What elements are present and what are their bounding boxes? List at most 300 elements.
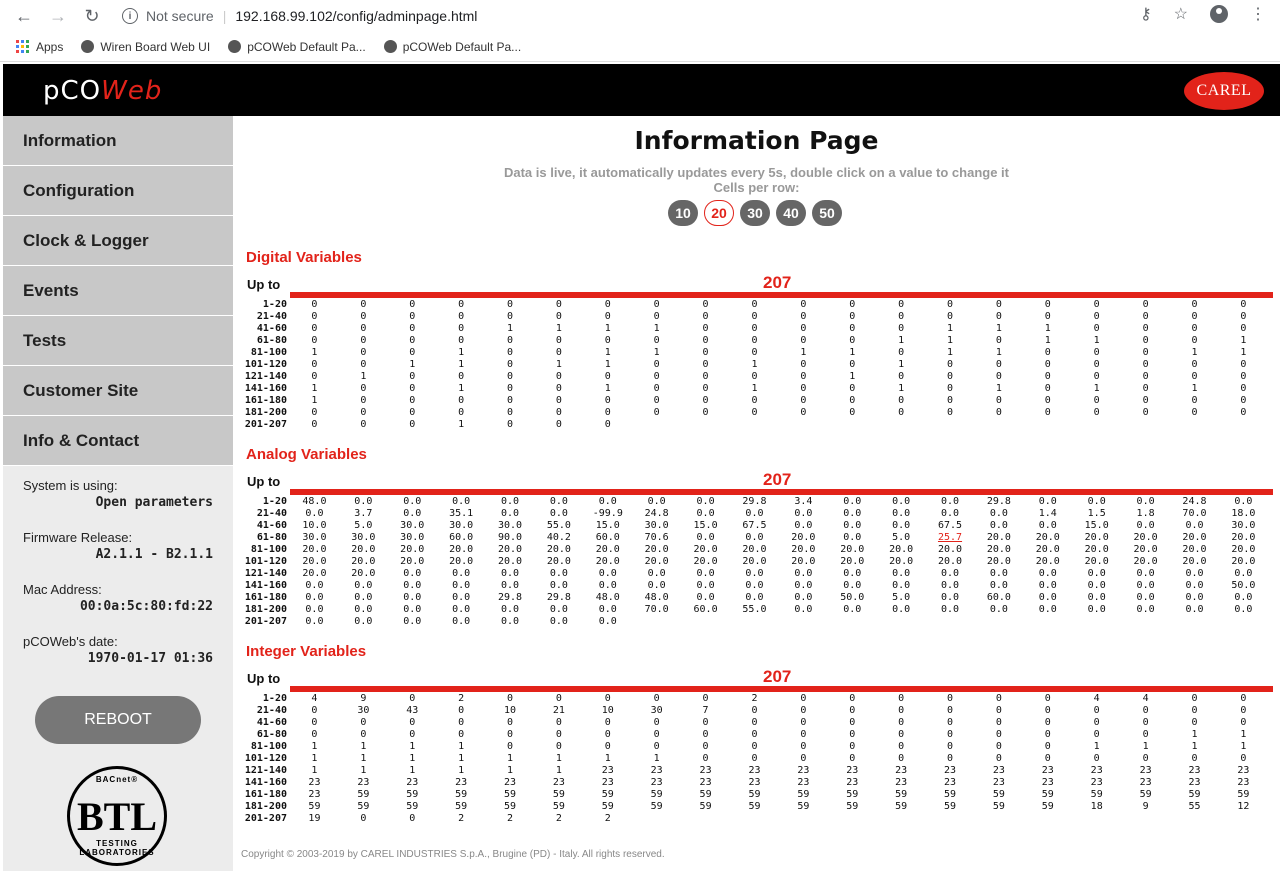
variable-value[interactable]: 0 — [458, 717, 465, 728]
variable-value[interactable]: 0 — [1240, 359, 1247, 370]
sidebar-item-clock-logger[interactable]: Clock & Logger — [3, 216, 233, 266]
variable-value[interactable]: 20.0 — [742, 544, 767, 555]
variable-value[interactable]: 0.0 — [989, 508, 1008, 519]
variable-value[interactable]: 0 — [1142, 323, 1149, 334]
variable-value[interactable]: 0.0 — [500, 508, 520, 519]
variable-value[interactable]: 0 — [506, 335, 514, 346]
variable-value[interactable]: 1 — [360, 765, 367, 776]
variable-value[interactable]: 0.0 — [647, 580, 666, 591]
variable-value[interactable]: 1.5 — [1087, 508, 1106, 519]
variable-value[interactable]: 0 — [1044, 729, 1051, 740]
variable-value[interactable]: 0 — [849, 323, 856, 334]
variable-value[interactable]: 0 — [604, 729, 611, 740]
variable-value[interactable]: 1 — [1044, 323, 1051, 334]
variable-value[interactable]: 0 — [1142, 383, 1149, 394]
variable-value[interactable]: 0.0 — [598, 568, 617, 579]
variable-value[interactable]: 0.0 — [452, 568, 471, 579]
variable-value[interactable]: 0.0 — [549, 508, 568, 519]
reload-icon[interactable]: ↻ — [84, 5, 100, 26]
variable-value[interactable]: 0 — [1093, 729, 1100, 740]
variable-value[interactable]: 23 — [1139, 777, 1152, 788]
variable-value[interactable]: 0.0 — [989, 604, 1008, 615]
cells-option-20[interactable]: 20 — [704, 200, 734, 226]
variable-value[interactable]: 1 — [1191, 383, 1198, 394]
variable-value[interactable]: 0 — [849, 359, 856, 370]
variable-value[interactable]: 0.0 — [696, 532, 715, 543]
variable-value[interactable]: 0 — [800, 729, 807, 740]
variable-value[interactable]: 0.0 — [1087, 580, 1106, 591]
variable-value[interactable]: 0 — [1142, 407, 1149, 418]
variable-value[interactable]: 0 — [1191, 753, 1198, 764]
variable-value[interactable]: 0.0 — [305, 604, 324, 615]
variable-value[interactable]: 20.0 — [400, 556, 425, 567]
variable-value[interactable]: 0 — [360, 323, 367, 334]
variable-value[interactable]: 0 — [506, 693, 514, 704]
variable-value[interactable]: 0 — [751, 705, 758, 716]
sidebar-item-events[interactable]: Events — [3, 266, 233, 316]
variable-value[interactable]: 59 — [1188, 789, 1201, 800]
variable-value[interactable]: 0 — [653, 383, 660, 394]
variable-value[interactable]: 0 — [604, 693, 611, 704]
variable-value[interactable]: 20.0 — [1231, 532, 1256, 543]
variable-value[interactable]: 0 — [800, 741, 807, 752]
variable-value[interactable]: 0 — [1093, 323, 1100, 334]
variable-value[interactable]: 0 — [702, 729, 709, 740]
bookmark-apps[interactable]: Apps — [16, 40, 63, 54]
variable-value[interactable]: 48.0 — [302, 496, 327, 507]
variable-value[interactable]: 70.0 — [1182, 508, 1207, 519]
variable-value[interactable]: 0 — [1044, 311, 1051, 322]
variable-value[interactable]: 0.0 — [892, 508, 911, 519]
variable-value[interactable]: 0 — [947, 693, 954, 704]
variable-value[interactable]: 18.0 — [1231, 508, 1256, 519]
variable-value[interactable]: 59 — [503, 789, 517, 800]
variable-value[interactable]: 0 — [360, 299, 367, 310]
variable-value[interactable]: 20.0 — [1133, 532, 1158, 543]
variable-value[interactable]: 0 — [702, 359, 709, 370]
variable-value[interactable]: 0 — [1191, 311, 1198, 322]
variable-value[interactable]: 1 — [409, 753, 416, 764]
variable-value[interactable]: 0 — [604, 741, 611, 752]
variable-value[interactable]: -99.9 — [592, 508, 623, 519]
variable-value[interactable]: 20.0 — [791, 532, 816, 543]
variable-value[interactable]: 23 — [601, 765, 614, 776]
variable-value[interactable]: 0 — [1240, 299, 1247, 310]
variable-value[interactable]: 23 — [699, 765, 712, 776]
variable-value[interactable]: 50.0 — [1231, 580, 1256, 591]
variable-value[interactable]: 0 — [1093, 407, 1100, 418]
variable-value[interactable]: 0.0 — [989, 520, 1008, 531]
variable-value[interactable]: 0.0 — [1234, 592, 1253, 603]
variable-value[interactable]: 0 — [360, 359, 367, 370]
star-icon[interactable]: ☆ — [1173, 6, 1188, 23]
variable-value[interactable]: 29.8 — [497, 592, 523, 603]
variable-value[interactable]: 1 — [311, 395, 318, 406]
variable-value[interactable]: 0 — [1093, 717, 1100, 728]
variable-value[interactable]: 0.0 — [403, 604, 422, 615]
variable-value[interactable]: 59 — [503, 801, 517, 812]
variable-value[interactable]: 0 — [360, 383, 367, 394]
variable-value[interactable]: 20.0 — [693, 544, 718, 555]
variable-value[interactable]: 0.0 — [549, 568, 568, 579]
url-text[interactable]: 192.168.99.102/config/adminpage.html — [235, 8, 478, 24]
bookmark-pcoweb-1[interactable]: pCOWeb Default Pa... — [228, 40, 366, 54]
variable-value[interactable]: 0 — [409, 299, 416, 310]
variable-value[interactable]: 23 — [1090, 765, 1103, 776]
variable-value[interactable]: 20.0 — [1231, 556, 1256, 567]
variable-value[interactable]: 1 — [409, 765, 416, 776]
variable-value[interactable]: 1 — [360, 753, 367, 764]
variable-value[interactable]: 0 — [947, 395, 954, 406]
menu-dots-icon[interactable]: ⋮ — [1250, 6, 1266, 23]
variable-value[interactable]: 0 — [506, 717, 514, 728]
variable-value[interactable]: 0 — [898, 347, 905, 358]
variable-value[interactable]: 20.0 — [986, 556, 1011, 567]
variable-value[interactable]: 2 — [751, 693, 758, 704]
variable-value[interactable]: 0 — [360, 717, 367, 728]
variable-value[interactable]: 1 — [311, 765, 318, 776]
variable-value[interactable]: 20.0 — [595, 544, 620, 555]
variable-value[interactable]: 15.0 — [693, 520, 718, 531]
variable-value[interactable]: 1 — [849, 371, 856, 382]
variable-value[interactable]: 0 — [1142, 705, 1149, 716]
variable-value[interactable]: 0 — [360, 407, 367, 418]
variable-value[interactable]: 1 — [555, 753, 562, 764]
variable-value[interactable]: 20.0 — [497, 556, 523, 567]
variable-value[interactable]: 70.6 — [644, 532, 669, 543]
reboot-button[interactable]: REBOOT — [35, 696, 201, 744]
variable-value[interactable]: 0 — [849, 407, 856, 418]
variable-value[interactable]: 0.0 — [892, 520, 911, 531]
variable-value[interactable]: 0 — [947, 407, 954, 418]
variable-value[interactable]: 48.0 — [644, 592, 669, 603]
variable-value[interactable]: 0 — [506, 347, 514, 358]
variable-value[interactable]: 0.0 — [403, 568, 422, 579]
variable-value[interactable]: 0 — [947, 753, 954, 764]
sidebar-item-customer-site[interactable]: Customer Site — [3, 366, 233, 416]
variable-value[interactable]: 21 — [552, 705, 565, 716]
variable-value[interactable]: 0 — [751, 347, 758, 358]
variable-value[interactable]: 0.0 — [1136, 580, 1155, 591]
variable-value[interactable]: 0 — [555, 311, 562, 322]
variable-value[interactable]: 20.0 — [742, 556, 767, 567]
variable-value[interactable]: 1 — [409, 741, 416, 752]
variable-value[interactable]: 20.0 — [889, 544, 914, 555]
variable-value[interactable]: 0 — [702, 299, 709, 310]
variable-value[interactable]: 70.0 — [644, 604, 669, 615]
variable-value[interactable]: 1 — [800, 347, 807, 358]
variable-value[interactable]: 0.0 — [403, 508, 422, 519]
forward-arrow-icon[interactable]: → — [49, 5, 67, 26]
variable-value[interactable]: 0 — [506, 729, 514, 740]
variable-value[interactable]: 1 — [995, 383, 1002, 394]
variable-value[interactable]: 0 — [1093, 395, 1100, 406]
variable-value[interactable]: 0 — [604, 407, 611, 418]
variable-value[interactable]: 2 — [555, 813, 562, 824]
variable-value[interactable]: 0 — [898, 741, 905, 752]
variable-value[interactable]: 0.0 — [696, 508, 715, 519]
variable-value[interactable]: 0 — [653, 407, 660, 418]
variable-value[interactable]: 0 — [1142, 347, 1149, 358]
variable-value[interactable]: 0 — [1191, 693, 1198, 704]
variable-value[interactable]: 0 — [1142, 729, 1149, 740]
variable-value[interactable]: 0 — [1044, 359, 1051, 370]
variable-value[interactable]: 23 — [1090, 777, 1103, 788]
variable-value[interactable]: 0 — [1093, 311, 1100, 322]
variable-value[interactable]: 20.0 — [1084, 556, 1109, 567]
variable-value[interactable]: 0 — [360, 335, 367, 346]
variable-value[interactable]: 0 — [702, 347, 709, 358]
variable-value[interactable]: 5.0 — [892, 592, 911, 603]
variable-value[interactable]: 0 — [898, 729, 905, 740]
variable-value[interactable]: 0.0 — [794, 580, 813, 591]
variable-value[interactable]: 0 — [898, 371, 905, 382]
variable-value[interactable]: 0.0 — [940, 568, 960, 579]
variable-value[interactable]: 0.0 — [452, 496, 471, 507]
variable-value[interactable]: 90.0 — [497, 532, 523, 543]
variable-value[interactable]: 20.0 — [351, 568, 376, 579]
variable-value[interactable]: 48.0 — [595, 592, 620, 603]
variable-value[interactable]: 0 — [849, 717, 856, 728]
variable-value[interactable]: 0 — [1240, 383, 1247, 394]
variable-value[interactable]: 0 — [311, 717, 318, 728]
variable-value[interactable]: 30 — [357, 705, 370, 716]
variable-value[interactable]: 0.0 — [745, 568, 764, 579]
variable-value[interactable]: 1.4 — [1038, 508, 1057, 519]
variable-value[interactable]: 23 — [357, 777, 370, 788]
variable-value[interactable]: 0 — [409, 419, 416, 430]
variable-value[interactable]: 0.0 — [598, 604, 617, 615]
variable-value[interactable]: 0 — [995, 335, 1002, 346]
variable-value[interactable]: 0 — [555, 395, 562, 406]
variable-value[interactable]: 1 — [506, 765, 514, 776]
variable-value[interactable]: 1 — [360, 741, 367, 752]
variable-value[interactable]: 1 — [555, 765, 562, 776]
variable-value[interactable]: 0 — [751, 741, 758, 752]
variable-value[interactable]: 1 — [409, 359, 416, 370]
variable-value[interactable]: 0.0 — [1087, 592, 1106, 603]
variable-value[interactable]: 0 — [409, 693, 416, 704]
variable-value[interactable]: 20.0 — [937, 544, 963, 555]
variable-value[interactable]: 0 — [409, 729, 416, 740]
variable-value[interactable]: 0 — [604, 335, 611, 346]
variable-value[interactable]: 0 — [751, 323, 758, 334]
variable-value[interactable]: 0.0 — [500, 496, 520, 507]
variable-value[interactable]: 0 — [555, 335, 562, 346]
variable-value[interactable]: 59 — [1041, 801, 1054, 812]
variable-value[interactable]: 23 — [944, 765, 957, 776]
sidebar-item-information[interactable]: Information — [3, 116, 233, 166]
variable-value[interactable]: 23 — [748, 765, 761, 776]
variable-value[interactable]: 0.0 — [1234, 568, 1253, 579]
variable-value[interactable]: 0 — [1240, 693, 1247, 704]
variable-value[interactable]: 0 — [1142, 753, 1149, 764]
variable-value[interactable]: 10.0 — [302, 520, 327, 531]
variable-value[interactable]: 23 — [797, 777, 810, 788]
variable-value[interactable]: 0 — [653, 359, 660, 370]
variable-value[interactable]: 0.0 — [452, 604, 471, 615]
variable-value[interactable]: 59 — [895, 801, 908, 812]
sidebar-item-tests[interactable]: Tests — [3, 316, 233, 366]
variable-value[interactable]: 0 — [995, 717, 1002, 728]
variable-value[interactable]: 20.0 — [595, 556, 620, 567]
cells-option-40[interactable]: 40 — [776, 200, 806, 226]
variable-value[interactable]: 1 — [458, 753, 465, 764]
variable-value[interactable]: 10 — [503, 705, 517, 716]
variable-value[interactable]: 20.0 — [1084, 532, 1109, 543]
variable-value[interactable]: 0 — [555, 741, 562, 752]
variable-value[interactable]: 35.1 — [449, 508, 474, 519]
variable-value[interactable]: 0.0 — [1185, 604, 1204, 615]
variable-value[interactable]: 23 — [308, 789, 321, 800]
variable-value[interactable]: 0.0 — [1038, 568, 1057, 579]
back-arrow-icon[interactable]: ← — [15, 5, 33, 26]
variable-value[interactable]: 23 — [846, 765, 859, 776]
variable-value[interactable]: 30.0 — [497, 520, 523, 531]
variable-value[interactable]: 0.0 — [549, 496, 568, 507]
variable-value[interactable]: 23 — [748, 777, 761, 788]
variable-value[interactable]: 5.0 — [892, 532, 911, 543]
variable-value[interactable]: 0 — [1044, 347, 1051, 358]
variable-value[interactable]: 1 — [898, 359, 905, 370]
variable-value[interactable]: 0 — [1044, 371, 1051, 382]
variable-value[interactable]: 0 — [506, 383, 514, 394]
variable-value[interactable]: 20.0 — [791, 556, 816, 567]
variable-value[interactable]: 0.0 — [940, 496, 960, 507]
variable-value[interactable]: 1 — [1240, 335, 1247, 346]
variable-value[interactable]: 0 — [1142, 335, 1149, 346]
variable-value[interactable]: 0.0 — [843, 580, 862, 591]
variable-value[interactable]: 0.0 — [1087, 604, 1106, 615]
variable-value[interactable]: 0.0 — [892, 568, 911, 579]
variable-value[interactable]: 0 — [800, 693, 807, 704]
variable-value[interactable]: 0.0 — [940, 580, 960, 591]
variable-value[interactable]: 0 — [1093, 371, 1100, 382]
variable-value[interactable]: 20.0 — [1133, 544, 1158, 555]
variable-value[interactable]: 0 — [458, 395, 465, 406]
variable-value[interactable]: 20.0 — [644, 556, 669, 567]
variable-value[interactable]: 23 — [601, 777, 614, 788]
variable-value[interactable]: 0.0 — [354, 496, 373, 507]
variable-value[interactable]: 0.0 — [794, 604, 813, 615]
variable-value[interactable]: 0.0 — [354, 580, 373, 591]
variable-value[interactable]: 29.8 — [986, 496, 1011, 507]
variable-value[interactable]: 1 — [898, 335, 905, 346]
variable-value[interactable]: 0 — [751, 335, 758, 346]
variable-value[interactable]: 0 — [995, 311, 1002, 322]
variable-value[interactable]: 0.0 — [745, 592, 764, 603]
variable-value[interactable]: 1 — [506, 323, 514, 334]
variable-value[interactable]: 60.0 — [986, 592, 1011, 603]
variable-value[interactable]: 0 — [409, 311, 416, 322]
variable-value[interactable]: 0 — [1191, 407, 1198, 418]
variable-value[interactable]: 20.0 — [546, 544, 571, 555]
variable-value[interactable]: 0 — [555, 717, 562, 728]
variable-value[interactable]: 0.0 — [696, 568, 715, 579]
variable-value[interactable]: 0 — [458, 299, 465, 310]
variable-value[interactable]: 2 — [458, 693, 465, 704]
variable-value[interactable]: 0 — [653, 395, 660, 406]
variable-value[interactable]: 0 — [995, 753, 1002, 764]
variable-value[interactable]: 1 — [849, 347, 856, 358]
variable-value[interactable]: 59 — [846, 789, 859, 800]
variable-value[interactable]: 0 — [849, 753, 856, 764]
variable-value[interactable]: 0 — [1240, 705, 1247, 716]
variable-value[interactable]: 1 — [1191, 729, 1198, 740]
variable-value[interactable]: 24.8 — [1182, 496, 1207, 507]
variable-value[interactable]: 1 — [995, 323, 1002, 334]
variable-value[interactable]: 59 — [650, 789, 663, 800]
variable-value[interactable]: 0 — [653, 335, 660, 346]
variable-value[interactable]: 0 — [506, 359, 514, 370]
variable-value[interactable]: 0 — [458, 335, 465, 346]
variable-value[interactable]: 1 — [311, 347, 318, 358]
variable-value[interactable]: 0.0 — [452, 580, 471, 591]
variable-value[interactable]: 0 — [409, 335, 416, 346]
variable-value[interactable]: 20.0 — [449, 556, 474, 567]
variable-value[interactable]: 0 — [506, 371, 514, 382]
variable-value[interactable]: 1 — [604, 383, 611, 394]
variable-value[interactable]: 0.0 — [843, 520, 862, 531]
variable-value[interactable]: 59 — [406, 801, 419, 812]
variable-value[interactable]: 0 — [898, 705, 905, 716]
variable-value[interactable]: 1 — [604, 753, 611, 764]
variable-value[interactable]: 0 — [604, 299, 611, 310]
variable-value[interactable]: 0.0 — [1234, 604, 1253, 615]
variable-value[interactable]: 0.0 — [1087, 568, 1106, 579]
variable-value[interactable]: 0.0 — [403, 592, 422, 603]
variable-value[interactable]: 0 — [1044, 299, 1051, 310]
variable-value[interactable]: 0 — [849, 741, 856, 752]
variable-value[interactable]: 1 — [458, 359, 465, 370]
variable-value[interactable]: 59 — [650, 801, 663, 812]
variable-value[interactable]: 0.0 — [1185, 580, 1204, 591]
variable-value[interactable]: 0.0 — [989, 580, 1008, 591]
variable-value[interactable]: 0 — [1044, 753, 1051, 764]
variable-value[interactable]: 0 — [1142, 395, 1149, 406]
variable-value[interactable]: 0 — [800, 753, 807, 764]
variable-value[interactable]: 20.0 — [1182, 556, 1207, 567]
variable-value[interactable]: 0.0 — [305, 592, 324, 603]
variable-value[interactable]: 0 — [702, 383, 709, 394]
variable-value[interactable]: 3.4 — [794, 496, 813, 507]
variable-value[interactable]: 0 — [604, 419, 611, 430]
variable-value[interactable]: 59 — [699, 789, 712, 800]
variable-value[interactable]: 0.0 — [305, 508, 324, 519]
variable-value[interactable]: 0.0 — [549, 580, 568, 591]
variable-value[interactable]: 0 — [360, 311, 367, 322]
variable-value[interactable]: 0 — [1191, 323, 1198, 334]
variable-value[interactable]: 0 — [311, 729, 318, 740]
variable-value[interactable]: 59 — [1090, 789, 1103, 800]
variable-value[interactable]: 0 — [653, 729, 660, 740]
variable-value[interactable]: 0.0 — [354, 616, 373, 627]
variable-value[interactable]: 29.8 — [546, 592, 571, 603]
variable-value[interactable]: 20.0 — [791, 544, 816, 555]
variable-value[interactable]: 0 — [311, 407, 318, 418]
variable-value[interactable]: 1 — [458, 765, 465, 776]
variable-value[interactable]: 0.0 — [1185, 520, 1204, 531]
variable-value[interactable]: 55.0 — [546, 520, 571, 531]
variable-value[interactable]: 0 — [800, 383, 807, 394]
variable-value[interactable]: 0 — [506, 395, 514, 406]
variable-value[interactable]: 30.0 — [400, 520, 425, 531]
variable-value[interactable]: 0 — [458, 705, 465, 716]
variable-value[interactable]: 0 — [800, 359, 807, 370]
variable-value[interactable]: 0 — [947, 371, 954, 382]
variable-value[interactable]: 0 — [555, 383, 562, 394]
variable-value[interactable]: 0.0 — [892, 580, 911, 591]
